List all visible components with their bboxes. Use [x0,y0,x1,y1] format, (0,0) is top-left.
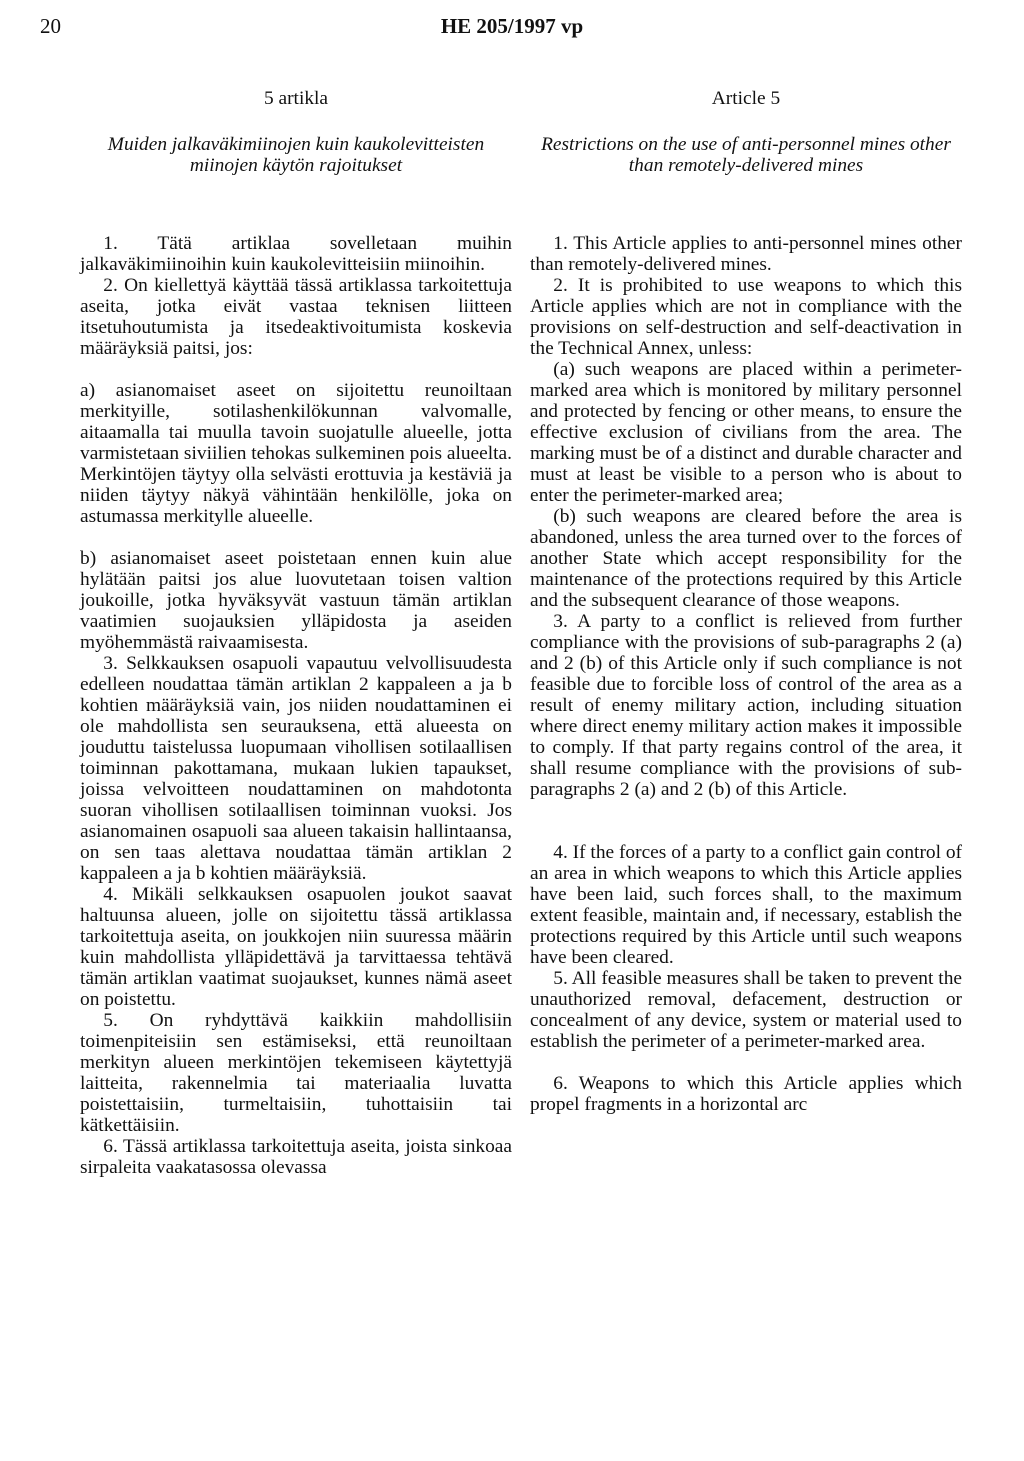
paragraph-en-3: 3. A party to a conflict is relieved from further compliance with the provisions of sub-paragraphs 2 (a) and 2 (b) of this Article only if such compliance is not feasible due to forcible loss of control of the area as a result of enemy military action, including situation where direct enemy military action makes it impossible to comply. If that party regains control of the area, it shall resume compliance with the provisions of sub-paragraphs 2 (a) and 2 (b) of this Article. [530,611,962,800]
paragraph-fi-4: 4. Mikäli selkkauksen osapuolen joukot saavat haltuunsa alueen, jolle on sijoitettu tässä artiklassa tarkoitettuja aseita, on joukkojen niin suuressa määrin kuin mahdollista ylläpidettävä ja tarvittaessa tehtävä tämän artiklan vaatimat suojaukset, kunnes nämä aseet on poistettu. [80,884,512,1010]
page-number: 20 [40,14,61,38]
paragraph-en-5: 5. All feasible measures shall be taken to prevent the unauthorized removal, defacement, destruction or concealment of any device, system or material used to establish the perimeter of a perimeter-marked area. [530,968,962,1052]
paragraph-fi-2a: a) asianomaiset aseet on sijoitettu reunoiltaan merkityille, sotilashenkilökunnan valvomalle, aitaamalla tai muulla tavoin suojatulle alueelle, jotta varmistetaan siviilien tehokas sulkeminen pois alueelta. Merkintöjen täytyy olla selvästi erottuvia ja kestäviä ja niiden täytyy näkyä vähintään henkilölle, joka on astumassa merkitylle alueelle. [80,380,512,527]
paragraph-fi-3: 3. Selkkauksen osapuoli vapautuu velvollisuudesta edelleen noudattaa tämän artiklan 2 kappaleen a ja b kohtien määräyksiä vain, jos niiden noudattaminen ei ole mahdollista sen seurauksena, että alueesta on jouduttu taistelussa luopumaan vihollisen sotilaallisen toiminnan pakottamana, mukaan lukien tapaukset, joissa velvoitteen noudattaminen on mahdotonta suoran vihollisen sotilaallisen toiminnan vuoksi. Jos asianomainen osapuoli saa alueen takaisin hallintaansa, on sen taas alettava noudattaa tämän artiklan 2 kappaleen a ja b kohtien määräyksiä. [80,653,512,884]
paragraph-fi-1: 1. Tätä artiklaa sovelletaan muihin jalkaväkimiinoihin kuin kaukolevitteisiin miinoihin. [80,233,512,275]
paragraph-en-2b: (b) such weapons are cleared before the area is abandoned, unless the area turned over to the forces of another State which accept responsibility for the maintenance of the protections required by this Article and the subsequent clearance of those weapons. [530,506,962,611]
article-title-fi: Muiden jalkaväkimiinojen kuin kaukolevitteisten miinojen käytön rajoitukset [107,134,485,176]
paragraph-fi-6: 6. Tässä artiklassa tarkoitettuja aseita, joista sinkoaa sirpaleita vaakatasossa olevassa [80,1136,512,1178]
finnish-column [80,88,512,1178]
running-header: HE 205/1997 vp [440,14,584,38]
article-title-en: Restrictions on the use of anti-personnel mines other than remotely-delivered mines [541,134,951,176]
paragraph-en-6: 6. Weapons to which this Article applies which propel fragments in a horizontal arc [530,1073,962,1115]
paragraph-fi-2: 2. On kiellettyä käyttää tässä artiklassa tarkoitettuja aseita, jotka eivät vastaa teknisen liitteen itsetuhoutumista ja itsedeaktivoitumista koskevia määräyksiä paitsi, jos: [80,275,512,359]
paragraph-fi-2b: b) asianomaiset aseet poistetaan ennen kuin alue hylätään paitsi jos alue luovutetaan toisen valtion joukoille, jotka hyväksyvät vastuun tämän artiklan vaatimien suojauksien ylläpidosta ja aseiden myöhemmästä raivaamisesta. [80,548,512,653]
paragraph-en-2: 2. It is prohibited to use weapons to which this Article applies which are not in compliance with the provisions on self-destruction and self-deactivation in the Technical Annex, unless: [530,275,962,359]
paragraph-en-2a: (a) such weapons are placed within a perimeter-marked area which is monitored by military personnel and protected by fencing or other means, to ensure the effective exclusion of civilians from the area. The marking must be of a distinct and durable character and must at least be visible to a person who is about to enter the perimeter-marked area; [530,359,962,506]
article-label-en: Article 5 [711,88,781,109]
english-column [530,88,962,1115]
paragraph-en-4: 4. If the forces of a party to a conflict gain control of an area in which weapons to which this Article applies have been laid, such forces shall, to the maximum extent feasible, maintain and, if necessary, establish the protections required by this Article until such weapons have been cleared. [530,842,962,968]
paragraph-fi-5: 5. On ryhdyttävä kaikkiin mahdollisiin toimenpiteisiin sen estämiseksi, että reunoiltaan merkityn alueen merkintöjen tekemiseen käytettyjä laitteita, rakennelmia tai materiaalia luvatta poistettaisiin, turmeltaisiin, tuhottaisiin tai kätkettäisiin. [80,1010,512,1136]
paragraph-en-1: 1. This Article applies to anti-personnel mines other than remotely-delivered mines. [530,233,962,275]
article-label-fi: 5 artikla [263,88,329,109]
